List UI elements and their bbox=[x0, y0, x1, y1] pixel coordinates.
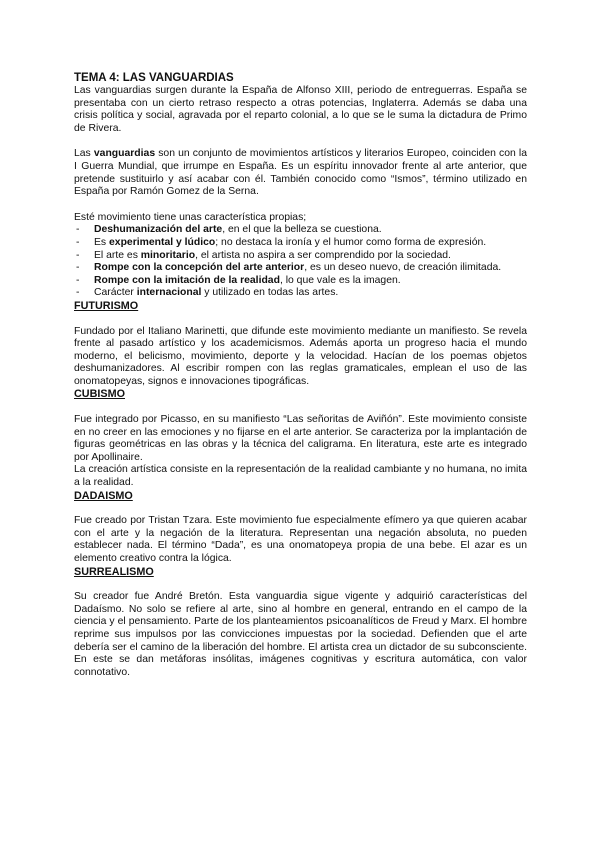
definition-paragraph: Las vanguardias son un conjunto de movimientos artísticos y literarios Europeo, coinciden con la I Guerra Mundial, que irrumpe en España. Es un espíritu innovador frente al arte anterior, que pretende sustituirlo y así acabar con él. También conocido como “Ismos”, término utilizado en España por Ramón Gomez de la Serna. bbox=[74, 148, 528, 198]
list-item: - Rompe con la concepción del arte anterior, es un deseo nuevo, de creación ilimitada. bbox=[76, 262, 502, 274]
list-item: - El arte es minoritario, el artista no aspira a ser comprendido por la sociedad. bbox=[76, 249, 451, 261]
heading-cubismo: CUBISMO bbox=[74, 388, 125, 401]
intro-paragraph: Las vanguardias surgen durante la España de Alfonso XIII, periodo de entreguerras. España se presentaba con un cierto retraso respecto a otras potencias, Inglaterra. Además se daba una crisis política y social, agravada por el reparto colonial, a lo que se le suma la dictadura de Primo de Rivera. bbox=[74, 85, 527, 134]
page-title: TEMA 4: LAS VANGUARDIAS bbox=[74, 72, 234, 84]
features-intro: Esté movimiento tiene unas característica propias; bbox=[74, 211, 307, 223]
cubismo-paragraph-2: La creación artística consiste en la representación de la realidad cambiante y no humana, no imita a la realidad. bbox=[74, 464, 527, 489]
list-item: - Es experimental y lúdico; no destaca la ironía y el humor como forma de expresión. bbox=[76, 236, 487, 248]
heading-dadaismo: DADAISMO bbox=[74, 489, 133, 502]
list-item: - Deshumanización del arte, en el que la belleza se cuestiona. bbox=[76, 224, 382, 236]
heading-futurismo: FUTURISMO bbox=[74, 299, 139, 312]
futurismo-paragraph: Fundado por el Italiano Marinetti, que difunde este movimiento mediante un manifiesto. Se revela frente al pasado artístico y los academicismos. Además aporta un progreso hacia el mundo moderno, el belicismo, movimiento, deporte y la velocidad. Hacían de los poemas objetos deshumanizadores. Al escribir rompen con las reglas gramaticales, emplean el uso de las onomatopeyas, signos e innovaciones tipográficas. bbox=[74, 325, 527, 387]
list-item: - Rompe con la imitación de la realidad, lo que vale es la imagen. bbox=[76, 274, 401, 286]
dadaismo-paragraph: Fue creado por Tristan Tzara. Este movimiento fue especialmente efímero ya que quieren acabar con el arte y la negación de la literatura. Representan una negación absoluta, no pueden establecer nada. El término “Dada”, es una onomatopeya propia de una bebe. El azar es un elemento creativo contra la lógica. bbox=[74, 515, 527, 564]
heading-surrealismo: SURREALISMO bbox=[74, 565, 154, 578]
document-page bbox=[74, 72, 527, 679]
cubismo-paragraph: Fue integrado por Picasso, en su manifiesto “Las señoritas de Aviñón”. Este movimiento consiste en no creer en las emociones y no fijarse en el arte anterior. Se caracteriza por la implantación de figuras geométricas en las obras y la técnica del caligrama. En literatura, este arte es integrado por Apollinaire. bbox=[74, 414, 527, 463]
list-item: - Carácter internacional y utilizado en todas las artes. bbox=[76, 287, 339, 299]
features-list bbox=[74, 224, 527, 300]
definition-term: vanguardias bbox=[93, 148, 156, 160]
surrealismo-paragraph: Su creador fue André Bretón. Esta vanguardia sigue vigente y adquirió características del Dadaísmo. No solo se refiere al arte, sino al hombre en general, entrando en el campo de la ciencia y el pensamiento. Parte de los planteamientos psicoanalíticos de Freud y Marx. El hombre reprime sus impulsos por las convicciones impuestas por la sociedad. Defienden que el arte debería ser el camino de la liberación del hombre. El artista crea un dictador de su subconsciente. En este se dan metáforas insólitas, imágenes cognitivas y escritura automática, con valor connotativo. bbox=[74, 591, 527, 678]
